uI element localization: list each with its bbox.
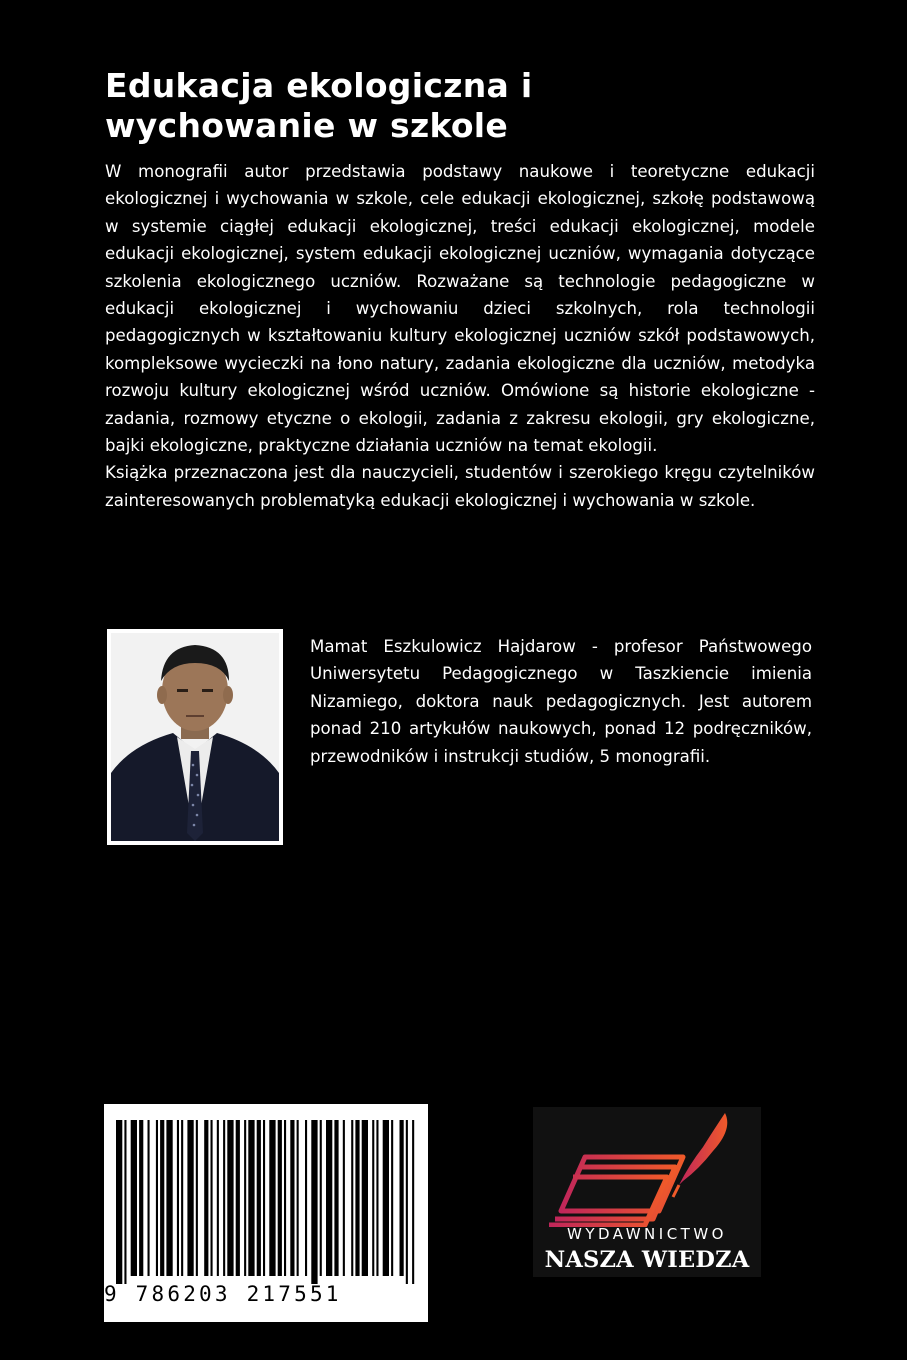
barcode-bar <box>391 1120 393 1276</box>
author-portrait-image <box>111 633 279 841</box>
barcode-bar <box>160 1120 164 1276</box>
book-quill-icon <box>533 1107 761 1227</box>
barcode-bar <box>187 1120 193 1276</box>
title-line-2: wychowanie w szkole <box>105 106 509 145</box>
barcode-bar <box>223 1120 225 1276</box>
title-line-1: Edukacja ekologiczna i <box>105 66 533 105</box>
barcode-bar <box>400 1120 404 1276</box>
barcode-bar <box>196 1120 198 1276</box>
barcode-bar <box>248 1120 254 1276</box>
barcode-digits: 9 786203 217551 <box>104 1282 342 1306</box>
publisher-logo <box>533 1107 761 1277</box>
publisher-label: WYDAWNICTWO <box>567 1225 727 1243</box>
barcode-bar <box>376 1120 378 1276</box>
barcode-bar <box>131 1120 137 1276</box>
barcode-bars <box>104 1104 428 1284</box>
barcode-bar <box>355 1120 359 1276</box>
barcode-bar <box>297 1120 299 1276</box>
barcode-bar <box>211 1120 213 1276</box>
barcode-bar <box>383 1120 389 1276</box>
barcode-bar <box>320 1120 322 1276</box>
barcode-bar <box>204 1120 208 1276</box>
barcode-bar <box>116 1120 122 1284</box>
barcode-bar <box>290 1120 294 1276</box>
barcode-bar <box>148 1120 150 1276</box>
barcode-bar <box>269 1120 275 1276</box>
author-photo <box>107 629 283 845</box>
barcode-bar <box>181 1120 183 1276</box>
barcode-bar <box>177 1120 179 1276</box>
barcode-bar <box>257 1120 261 1276</box>
barcode-bar <box>362 1120 368 1276</box>
barcode-bar <box>139 1120 143 1276</box>
description-paragraph: W monografii autor przedstawia podstawy naukowe i teoretyczne edukacji ekologicznej i wychowania w szkole, cele edukacji ekologicznej, szkołę podstawową w systemie ciągłej edukacji ekologicznej, treści edukacji ekologicznej, modele edukacji ekologicznej, system edukacji ekologicznej uczniów, wymagania dotyczące szkolenia ekologicznego uczniów. Rozważane są technologie pedagogiczne w edukacji ekologicznej i wychowaniu dzieci szkolnych, rola technologii pedagogicznych w kształtowaniu kultury ekologicznej uczniów szkół podstawowych, kompleksowe wycieczki na łono natury, zadania ekologiczne dla uczniów, metodyka rozwoju kultury ekologicznej wśród uczniów. Omówione są historie ekologiczne - zadania, rozmowy etyczne o ekologii, zadania z zakresu ekologii, gry ekologiczne, bajki ekologiczne, praktyczne działania uczniów na temat ekologii. <box>105 162 815 456</box>
barcode-bar <box>284 1120 286 1276</box>
barcode-bar <box>343 1120 345 1276</box>
barcode-bar <box>412 1120 414 1284</box>
isbn-barcode <box>104 1104 428 1322</box>
barcode-bar <box>326 1120 332 1276</box>
description-paragraph: Książka przeznaczona jest dla nauczycieli, studentów i szerokiego kręgu czytelników zainteresowanych problematyką edukacji ekologicznej i wychowania w szkole. <box>105 463 815 510</box>
barcode-bar <box>263 1120 265 1276</box>
barcode-bar <box>236 1120 240 1276</box>
author-bio: Mamat Eszkulowicz Hajdarow - profesor Państwowego Uniwersytetu Pedagogicznego w Taszkiencie imienia Nizamiego, doktora nauk pedagogicznych. Jest autorem ponad 210 artykułów naukowych, ponad 12 podręczników, przewodników i instrukcji studiów, 5 monografii. <box>310 637 812 766</box>
barcode-bar <box>305 1120 307 1276</box>
barcode-bar <box>372 1120 374 1276</box>
barcode-bar <box>334 1120 338 1276</box>
book-description <box>105 158 815 514</box>
publisher-name: NASZA WIEDZA <box>544 1247 750 1273</box>
barcode-bar <box>406 1120 408 1284</box>
barcode-bar <box>351 1120 353 1276</box>
barcode-bar <box>166 1120 172 1276</box>
barcode-bar <box>227 1120 233 1276</box>
barcode-bar <box>311 1120 317 1284</box>
barcode-bar <box>244 1120 246 1276</box>
barcode-bar <box>124 1120 126 1284</box>
book-title <box>105 66 825 146</box>
barcode-bar <box>156 1120 158 1276</box>
barcode-bar <box>217 1120 219 1276</box>
barcode-bar <box>278 1120 282 1276</box>
